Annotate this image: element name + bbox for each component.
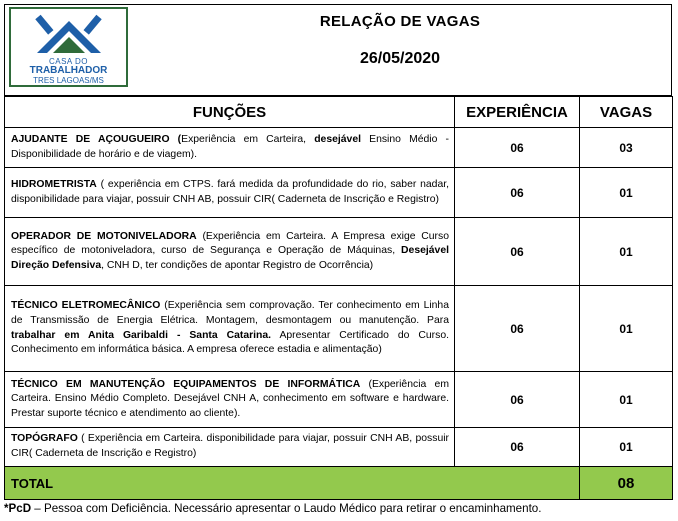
- vacancies-cell: 01: [580, 218, 673, 286]
- column-header-experience: EXPERIÊNCIA: [455, 97, 580, 128]
- header: [4, 4, 672, 96]
- table-row: [5, 428, 673, 467]
- function-text: ( experiência em CTPS. fará medida da profundidade do rio, saber nadar, disponibilidade para viajar, possuir CNH AB, possuir CIR( Caderneta de Inscrição e Registro): [11, 178, 449, 205]
- table-row: [5, 168, 673, 218]
- function-title: AJUDANTE DE AÇOUGUEIRO (: [11, 133, 182, 145]
- logo-line-1: CASA DO: [48, 57, 89, 66]
- function-text: ( Experiência em Carteira. disponibilidade para viajar, possuir CNH AB, possuir CIR( Caderneta de Inscrição e Registro): [11, 433, 449, 459]
- function-title: TOPÓGRAFO: [11, 433, 78, 445]
- column-header-vacancies: VAGAS: [580, 97, 673, 128]
- experience-cell: 06: [455, 372, 580, 428]
- function-emphasis: desejável: [314, 133, 361, 145]
- function-text: Apresentar Certificado do Curso. Conhecimento em informática básica. A empresa oferece estadia e alimentação): [11, 329, 449, 356]
- footnote-prefix: *PcD: [4, 502, 32, 515]
- function-title: OPERADOR DE MOTONIVELADORA: [11, 230, 197, 242]
- experience-cell: 06: [455, 218, 580, 286]
- page-date: 26/05/2020: [359, 50, 441, 67]
- function-text: (Experiência em Carteira. Ensino Médio Completo. Desejável CNH A, conhecimento em software e hardware. Prestar suporte técnico e atendimento ao cliente).: [11, 378, 449, 419]
- total-row: [5, 467, 673, 500]
- function-text: , CNH D, ter condições de apontar Registro de Ocorrência): [101, 259, 374, 271]
- vacancies-cell: 01: [580, 372, 673, 428]
- experience-cell: 06: [455, 428, 580, 467]
- logo-line-3: TRES LAGOAS/MS: [33, 76, 104, 85]
- table-row: [5, 286, 673, 372]
- total-label: TOTAL: [5, 467, 580, 500]
- table-row: [5, 218, 673, 286]
- vacancies-cell: 01: [580, 168, 673, 218]
- column-header-functions: FUNÇÕES: [5, 97, 455, 128]
- function-title: HIDROMETRISTA: [11, 178, 97, 190]
- footnote-text: – Pessoa com Deficiência. Necessário apresentar o Laudo Médico para retirar o encaminhamento.: [31, 502, 542, 515]
- function-emphasis: Desejável Direção Defensiva: [11, 245, 449, 271]
- logo-line-2: TRABALHADOR: [29, 65, 108, 76]
- function-text: Ensino Médio - Disponibilidade de horário e de viagem).: [11, 133, 449, 160]
- function-title: TÉCNICO EM MANUTENÇÃO EQUIPAMENTOS DE INFORMÁTICA: [11, 378, 361, 390]
- job-vacancies-sheet: [4, 4, 672, 515]
- experience-cell: 06: [455, 128, 580, 168]
- house-logo-icon: [33, 13, 105, 57]
- function-emphasis: trabalhar em Anita Garibaldi - Santa Catarina.: [11, 329, 272, 341]
- function-text: (Experiência em Carteira. A Empresa exige Curso específico de motoniveladora, curso de Segurança e Operação de Máquinas,: [11, 230, 449, 257]
- function-description: [5, 372, 455, 428]
- function-text: (Experiência sem comprovação. Ter conhecimento em Linha de Transmissão de Energia Elétrica. Montagem, desmontagem ou manutenção. Para: [11, 300, 449, 326]
- function-title: TÉCNICO ELETROMECÂNICO: [11, 300, 161, 312]
- vacancies-cell: 01: [580, 428, 673, 467]
- casa-do-trabalhador-logo: [9, 7, 128, 87]
- function-description: [5, 168, 455, 218]
- function-description: [5, 428, 455, 467]
- footnote: [4, 502, 672, 515]
- function-text: Experiência em Carteira,: [181, 133, 315, 145]
- vacancies-table: [4, 96, 673, 500]
- table-row: [5, 128, 673, 168]
- function-description: [5, 128, 455, 168]
- page-title: RELAÇÃO DE VAGAS: [319, 13, 481, 30]
- experience-cell: 06: [455, 168, 580, 218]
- vacancies-cell: 03: [580, 128, 673, 168]
- table-row: [5, 372, 673, 428]
- table-header-row: [5, 97, 673, 128]
- vacancies-cell: 01: [580, 286, 673, 372]
- function-description: [5, 218, 455, 286]
- function-description: [5, 286, 455, 372]
- experience-cell: 06: [455, 286, 580, 372]
- total-value: 08: [580, 467, 673, 500]
